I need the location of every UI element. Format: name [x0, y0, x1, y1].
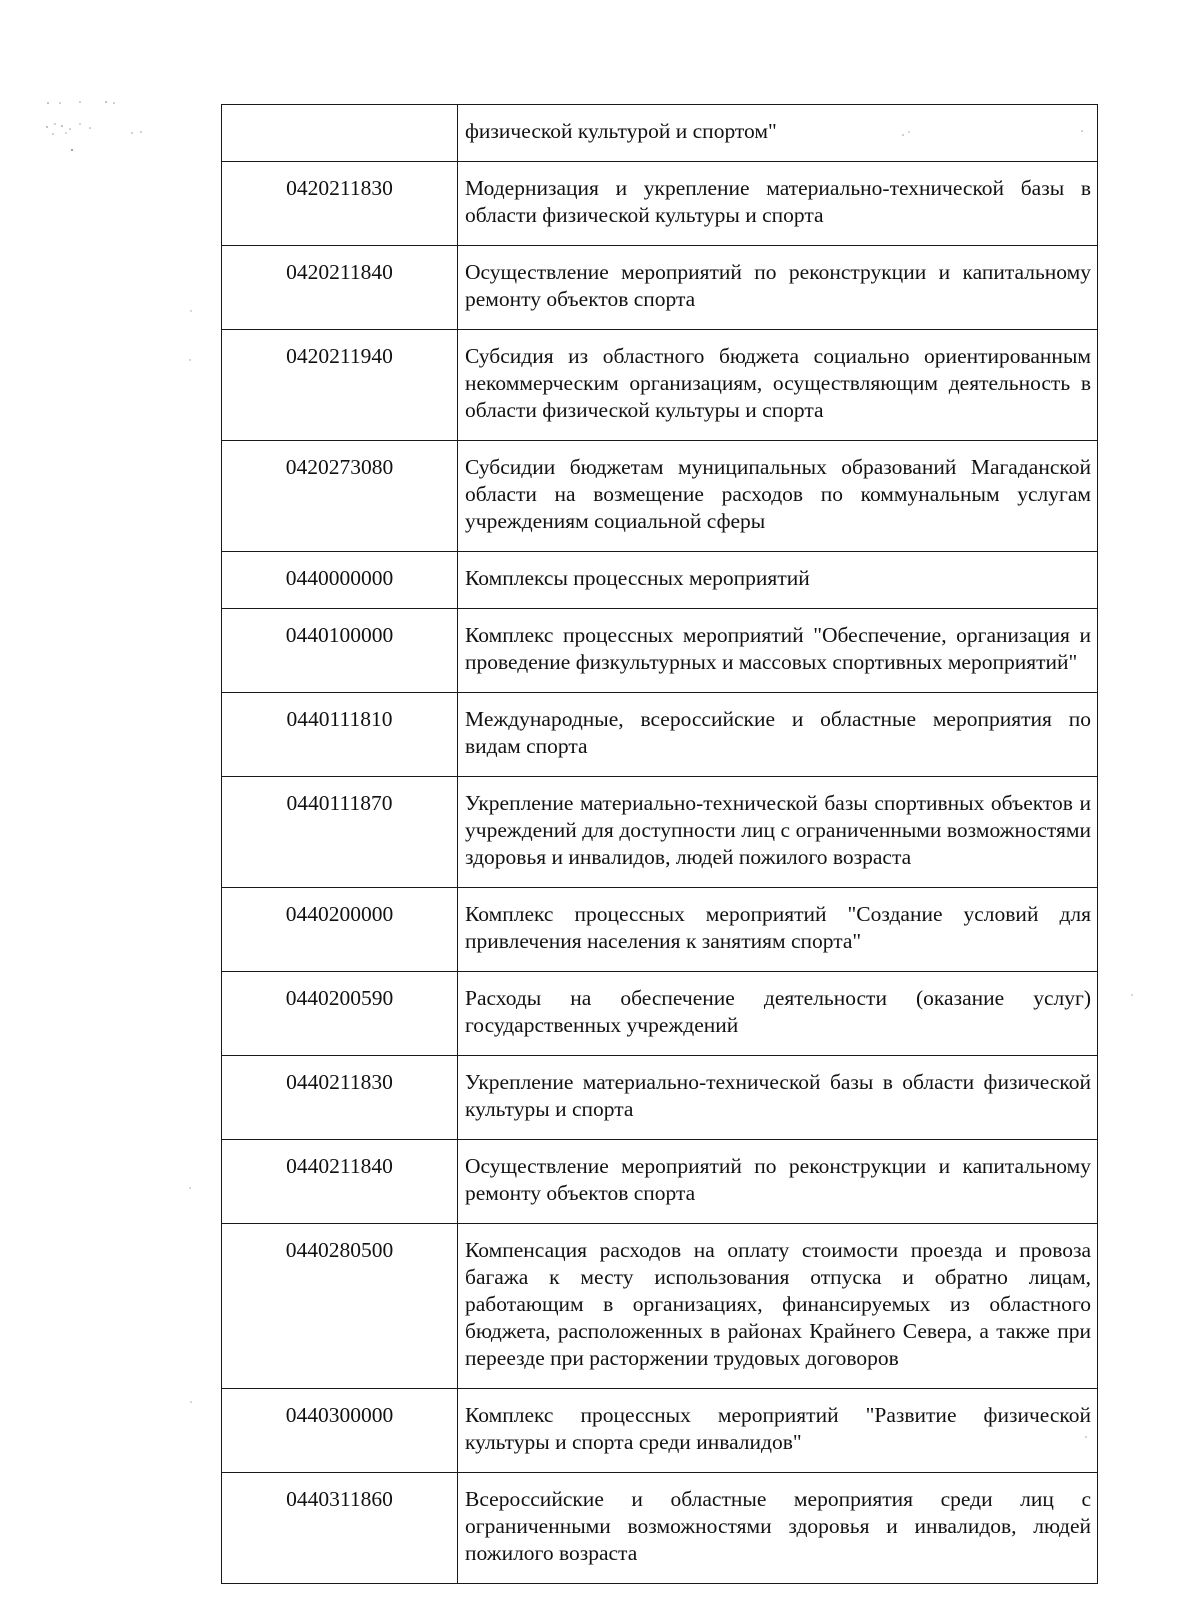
code-cell: 0440211830 — [222, 1056, 458, 1140]
description-cell: Субсидия из областного бюджета социально ориентированным некоммерческим организациям, осуществляющим деятельность в области физической культуры и спорта — [458, 330, 1098, 441]
code-cell: 0440280500 — [222, 1224, 458, 1389]
table-body — [222, 105, 1098, 1584]
table-row — [222, 162, 1098, 246]
code-cell: 0440200590 — [222, 972, 458, 1056]
code-cell: 0440200000 — [222, 888, 458, 972]
table-row — [222, 1140, 1098, 1224]
table-row — [222, 609, 1098, 693]
description-cell: Укрепление материально-технической базы спортивных объектов и учреждений для доступности лиц с ограниченными возможностями здоровья и инвалидов, людей пожилого возраста — [458, 777, 1098, 888]
code-cell: 0440000000 — [222, 552, 458, 609]
code-cell — [222, 105, 458, 162]
table-row — [222, 330, 1098, 441]
code-cell: 0440311860 — [222, 1473, 458, 1584]
code-cell: 0440111810 — [222, 693, 458, 777]
code-cell: 0440211840 — [222, 1140, 458, 1224]
table-row — [222, 246, 1098, 330]
table-row — [222, 693, 1098, 777]
code-cell: 0440300000 — [222, 1389, 458, 1473]
description-cell: Расходы на обеспечение деятельности (оказание услуг) государственных учреждений — [458, 972, 1098, 1056]
code-cell: 0420211840 — [222, 246, 458, 330]
budget-codes-table — [221, 104, 1098, 1584]
table-row — [222, 777, 1098, 888]
description-cell: Осуществление мероприятий по реконструкции и капитальному ремонту объектов спорта — [458, 246, 1098, 330]
table-row — [222, 1224, 1098, 1389]
description-cell: Комплекс процессных мероприятий "Обеспечение, организация и проведение физкультурных и массовых спортивных мероприятий" — [458, 609, 1098, 693]
description-cell: Осуществление мероприятий по реконструкции и капитальному ремонту объектов спорта — [458, 1140, 1098, 1224]
table-row — [222, 552, 1098, 609]
description-cell: Всероссийские и областные мероприятия среди лиц с ограниченными возможностями здоровья и инвалидов, людей пожилого возраста — [458, 1473, 1098, 1584]
description-cell: Международные, всероссийские и областные мероприятия по видам спорта — [458, 693, 1098, 777]
description-cell: Комплекс процессных мероприятий "Развитие физической культуры и спорта среди инвалидов" — [458, 1389, 1098, 1473]
description-cell: Компенсация расходов на оплату стоимости проезда и провоза багажа к месту использования отпуска и обратно лицам, работающим в организациях, финансируемых из областного бюджета, расположенных в районах Крайнего Севера, а также при переезде при расторжении трудовых договоров — [458, 1224, 1098, 1389]
table-row — [222, 105, 1098, 162]
description-cell: Укрепление материально-технической базы в области физической культуры и спорта — [458, 1056, 1098, 1140]
table-row — [222, 1473, 1098, 1584]
description-cell: Комплекс процессных мероприятий "Создание условий для привлечения населения к занятиям спорта" — [458, 888, 1098, 972]
code-cell: 0420273080 — [222, 441, 458, 552]
table-row — [222, 888, 1098, 972]
description-cell: Комплексы процессных мероприятий — [458, 552, 1098, 609]
table-row — [222, 441, 1098, 552]
table-row — [222, 1389, 1098, 1473]
code-cell: 0420211830 — [222, 162, 458, 246]
description-cell: Субсидии бюджетам муниципальных образований Магаданской области на возмещение расходов по коммунальным услугам учреждениям социальной сферы — [458, 441, 1098, 552]
table-row — [222, 1056, 1098, 1140]
code-cell: 0420211940 — [222, 330, 458, 441]
description-cell: Модернизация и укрепление материально-технической базы в области физической культуры и спорта — [458, 162, 1098, 246]
code-cell: 0440111870 — [222, 777, 458, 888]
code-cell: 0440100000 — [222, 609, 458, 693]
description-cell: физической культурой и спортом" — [458, 105, 1098, 162]
table-row — [222, 972, 1098, 1056]
